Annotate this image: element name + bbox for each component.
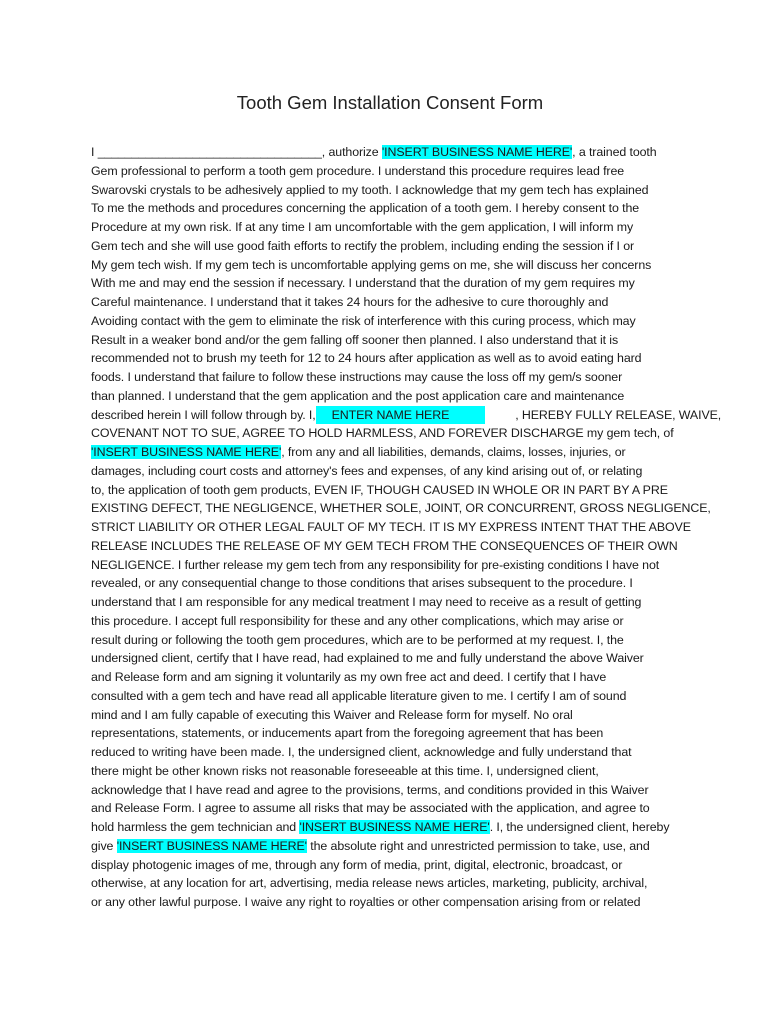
text-line: EXISTING DEFECT, THE NEGLIGENCE, WHETHER SOLE, JOINT, OR CONCURRENT, GROSS NEGLIGENCE, xyxy=(91,501,711,516)
text-line: Gem tech and she will use good faith efforts to rectify the problem, including ending the session if I or xyxy=(91,238,635,253)
business-name-placeholder: 'INSERT BUSINESS NAME HERE' xyxy=(299,820,490,834)
text-line: hold harmless the gem technician and 'INSERT BUSINESS NAME HERE'. I, the undersigned client, hereby xyxy=(91,820,670,834)
text-line: than planned. I understand that the gem application and the post application care and maintenance xyxy=(91,388,625,403)
text-line: understand that I am responsible for any medical treatment I may need to receive as a result of getting xyxy=(91,595,642,609)
text-line: give 'INSERT BUSINESS NAME HERE' the absolute right and unrestricted permission to take, use, and xyxy=(91,838,650,853)
text-line: damages, including court costs and attorney's fees and expenses, of any kind arising out of, or relating xyxy=(91,463,643,478)
text-line: revealed, or any consequential change to those conditions that arises subsequent to the procedure. I xyxy=(91,576,633,591)
form-title: Tooth Gem Installation Consent Form xyxy=(236,92,544,113)
consent-text xyxy=(91,143,722,912)
text-line: and Release Form. I agree to assume all risks that may be associated with the application, and agree to xyxy=(91,801,650,816)
text-line: COVENANT NOT TO SUE, AGREE TO HOLD HARMLESS, AND FOREVER DISCHARGE my gem tech, of xyxy=(91,426,674,441)
text-line: foods. I understand that failure to follow these instructions may cause the loss off my gem/s sooner xyxy=(91,370,623,384)
text-line: or any other lawful purpose. I waive any right to royalties or other compensation arising from or related xyxy=(91,895,641,909)
text-line: RELEASE INCLUDES THE RELEASE OF MY GEM TECH FROM THE CONSEQUENCES OF THEIR OWN xyxy=(91,538,678,553)
text-line: Result in a weaker bond and/or the gem falling off sooner then planned. I also understand that it is xyxy=(91,332,619,347)
text-line: STRICT LIABILITY OR OTHER LEGAL FAULT OF MY TECH. IT IS MY EXPRESS INTENT THAT THE ABOVE xyxy=(91,520,691,534)
text-line: otherwise, at any location for art, advertising, media release news articles, marketing, publicity, archival, xyxy=(91,876,648,891)
text-line: My gem tech wish. If my gem tech is uncomfortable applying gems on me, she will discuss her concerns xyxy=(91,257,652,272)
business-name-placeholder: 'INSERT BUSINESS NAME HERE' xyxy=(91,445,282,459)
text-line: Swarovski crystals to be adhesively applied to my tooth. I acknowledge that my gem tech has explained xyxy=(91,182,649,197)
text-line: I _________________________________, authorize 'INSERT BUSINESS NAME HERE', a trained tooth xyxy=(91,145,657,159)
signature-blank: _________________________________ xyxy=(97,145,322,159)
business-name-placeholder: 'INSERT BUSINESS NAME HERE' xyxy=(116,838,307,853)
text-line: NEGLIGENCE. I further release my gem tech from any responsibility for pre-existing conditions I have not xyxy=(91,557,660,572)
text-line: there might be other known risks not reasonable foreseeable at this time. I, undersigned client, xyxy=(91,763,599,778)
text-line: acknowledge that I have read and agree to the provisions, terms, and conditions provided in this Waiver xyxy=(91,782,649,797)
text-line: display photogenic images of me, through any form of media, print, digital, electronic, broadcast, or xyxy=(91,857,623,872)
text-line: undersigned client, certify that I have read, had explained to me and fully understand the above Waiver xyxy=(91,651,644,666)
text-line: recommended not to brush my teeth for 12 to 24 hours after application as well as to avoid eating hard xyxy=(91,351,642,366)
enter-name-placeholder: ENTER NAME HERE xyxy=(316,406,486,425)
text-line: and Release form and am signing it voluntarily as my own free act and deed. I certify that I have xyxy=(91,670,607,684)
text-line: reduced to writing have been made. I, the undersigned client, acknowledge and fully understand that xyxy=(91,745,632,759)
text-line: 'INSERT BUSINESS NAME HERE', from any and all liabilities, demands, claims, losses, injuries, or xyxy=(91,445,626,459)
text-line: this procedure. I accept full responsibility for these and any other complications, which may arise or xyxy=(91,613,624,628)
text-line: With me and may end the session if necessary. I understand that the duration of my gem requires my xyxy=(91,276,635,291)
text-line: mind and I am fully capable of executing this Waiver and Release form for myself. No oral xyxy=(91,707,573,722)
text-line: Avoiding contact with the gem to eliminate the risk of interference with this curing process, which may xyxy=(91,313,636,328)
text-line: to, the application of tooth gem products, EVEN IF, THOUGH CAUSED IN WHOLE OR IN PART BY A PRE xyxy=(91,482,668,497)
text-line: described herein I will follow through by. I, ENTER NAME HERE , HEREBY FULLY RELEASE, WAIVE, xyxy=(91,406,679,425)
text-line: consulted with a gem tech and have read all applicable literature given to me. I certify I am of sound xyxy=(91,688,627,703)
business-name-placeholder: 'INSERT BUSINESS NAME HERE' xyxy=(381,145,573,159)
text-line: representations, statements, or inducements apart from the foregoing agreement that has been xyxy=(91,726,604,741)
text-line: Gem professional to perform a tooth gem procedure. I understand this procedure requires lead free xyxy=(91,163,625,178)
text-line: result during or following the tooth gem procedures, which are to be performed at my request. I, the xyxy=(91,632,624,647)
text-line: To me the methods and procedures concerning the application of a tooth gem. I hereby consent to the xyxy=(91,201,640,216)
text-line: Procedure at my own risk. If at any time I am uncomfortable with the gem application, I will inform my xyxy=(91,220,634,234)
text-line: Careful maintenance. I understand that it takes 24 hours for the adhesive to cure thoroughly and xyxy=(91,295,609,309)
